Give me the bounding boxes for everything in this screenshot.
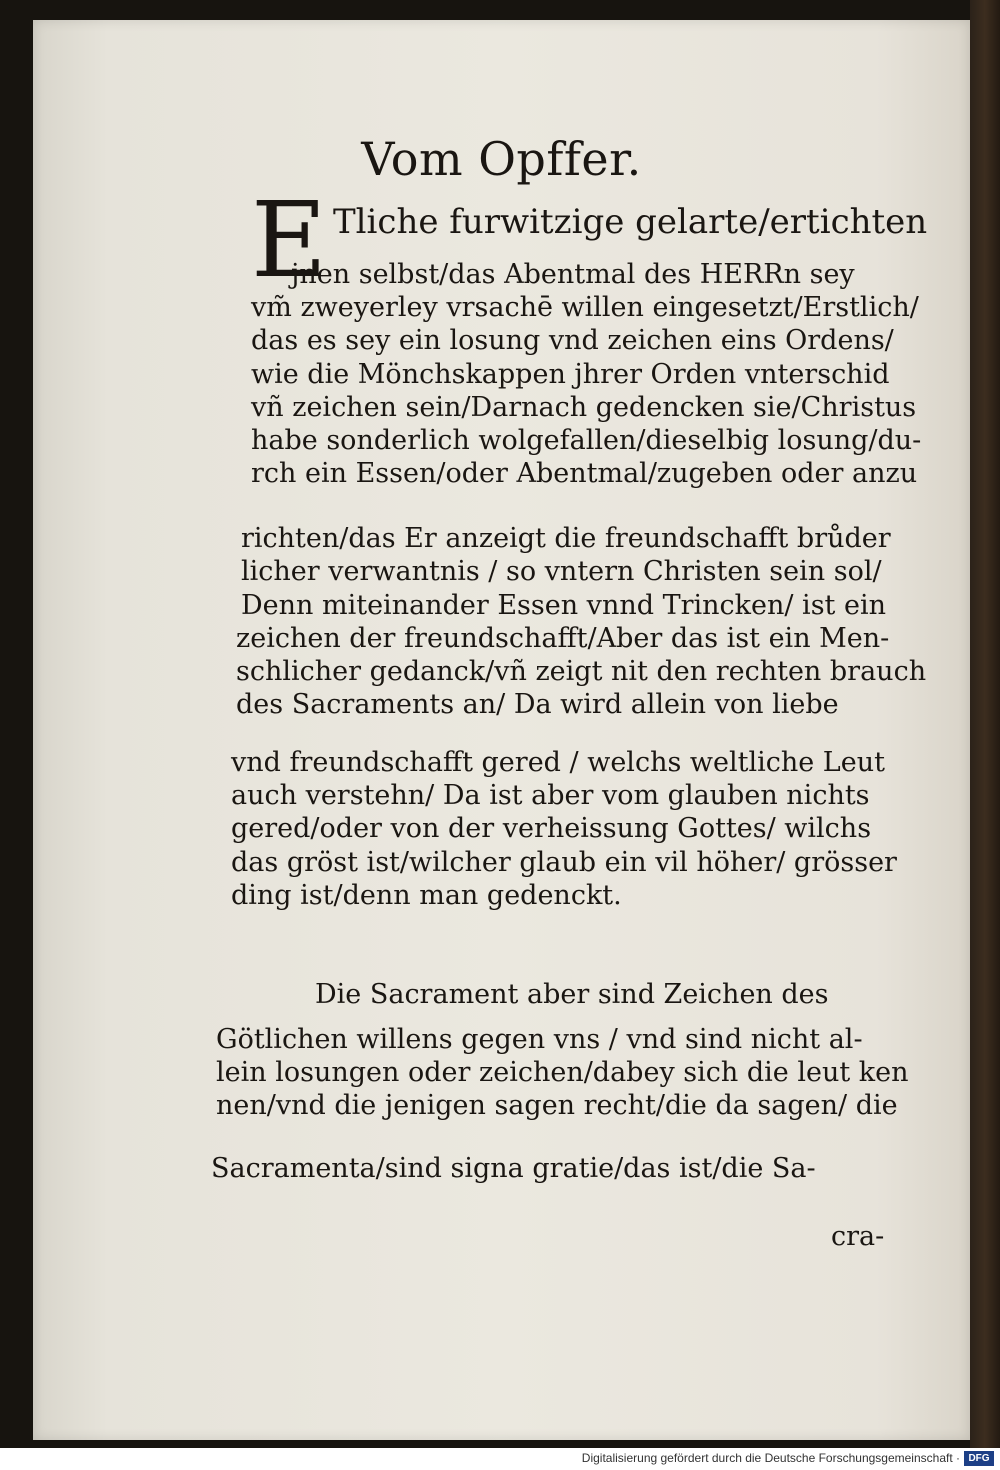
text-line: schlicher gedanck/vñ zeigt nit den rechten brauch	[236, 656, 927, 687]
text-line: licher verwantnis / so vntern Christen sein sol/	[241, 556, 882, 587]
text-line: zeichen der freundschafft/Aber das ist ein Men-	[236, 623, 890, 654]
text-line: Die Sacrament aber sind Zeichen des	[315, 979, 829, 1010]
footer-bar	[0, 1448, 1000, 1470]
text-line: gered/oder von der verheissung Gottes/ wilchs	[231, 813, 872, 844]
text-line: lein losungen oder zeichen/dabey sich die leut ken	[216, 1057, 909, 1088]
book-edge	[970, 0, 1000, 1448]
text-line: jnen selbst/das Abentmal des HERRn sey	[291, 259, 855, 290]
text-line: rch ein Essen/oder Abentmal/zugeben oder anzu	[251, 458, 918, 489]
catchword: cra-	[831, 1221, 885, 1252]
text-line: Tliche furwitzige gelarte/ertichten	[333, 202, 928, 242]
text-line: das es sey ein losung vnd zeichen eins Ordens/	[251, 325, 894, 356]
text-line: vm̃ zweyerley vrsachē willen eingesetzt/Erstlich/	[251, 292, 919, 323]
text-line: nen/vnd die jenigen sagen recht/die da sagen/ die	[216, 1090, 898, 1121]
text-line: des Sacraments an/ Da wird allein von liebe	[236, 689, 839, 720]
text-line: Denn miteinander Essen vnnd Trincken/ ist ein	[241, 590, 886, 621]
text-line: Götlichen willens gegen vns / vnd sind nicht al-	[216, 1024, 863, 1055]
footer-credit: Digitalisierung gefördert durch die Deutsche Forschungsgemeinschaft ·	[581, 1451, 960, 1465]
dfg-logo: DFG	[964, 1451, 994, 1466]
text-line: habe sonderlich wolgefallen/dieselbig losung/du-	[251, 425, 922, 456]
text-line: vnd freundschafft gered / welchs weltliche Leut	[231, 747, 885, 778]
text-line: ding ist/denn man gedenckt.	[231, 880, 622, 911]
text-line: richten/das Er anzeigt die freundschafft brůder	[241, 523, 891, 554]
drop-cap: E	[251, 179, 327, 301]
text-line: wie die Mönchskappen jhrer Orden vnterschid	[251, 359, 890, 390]
text-line: das gröst ist/wilcher glaub ein vil höher/ grösser	[231, 847, 897, 878]
text-line: vñ zeichen sein/Darnach gedencken sie/Christus	[251, 392, 917, 423]
text-line: auch verstehn/ Da ist aber vom glauben nichts	[231, 780, 870, 811]
book-page	[33, 20, 970, 1440]
page-heading: Vom Opffer.	[361, 132, 642, 186]
text-line: Sacramenta/sind signa gratie/das ist/die Sa-	[211, 1153, 816, 1184]
